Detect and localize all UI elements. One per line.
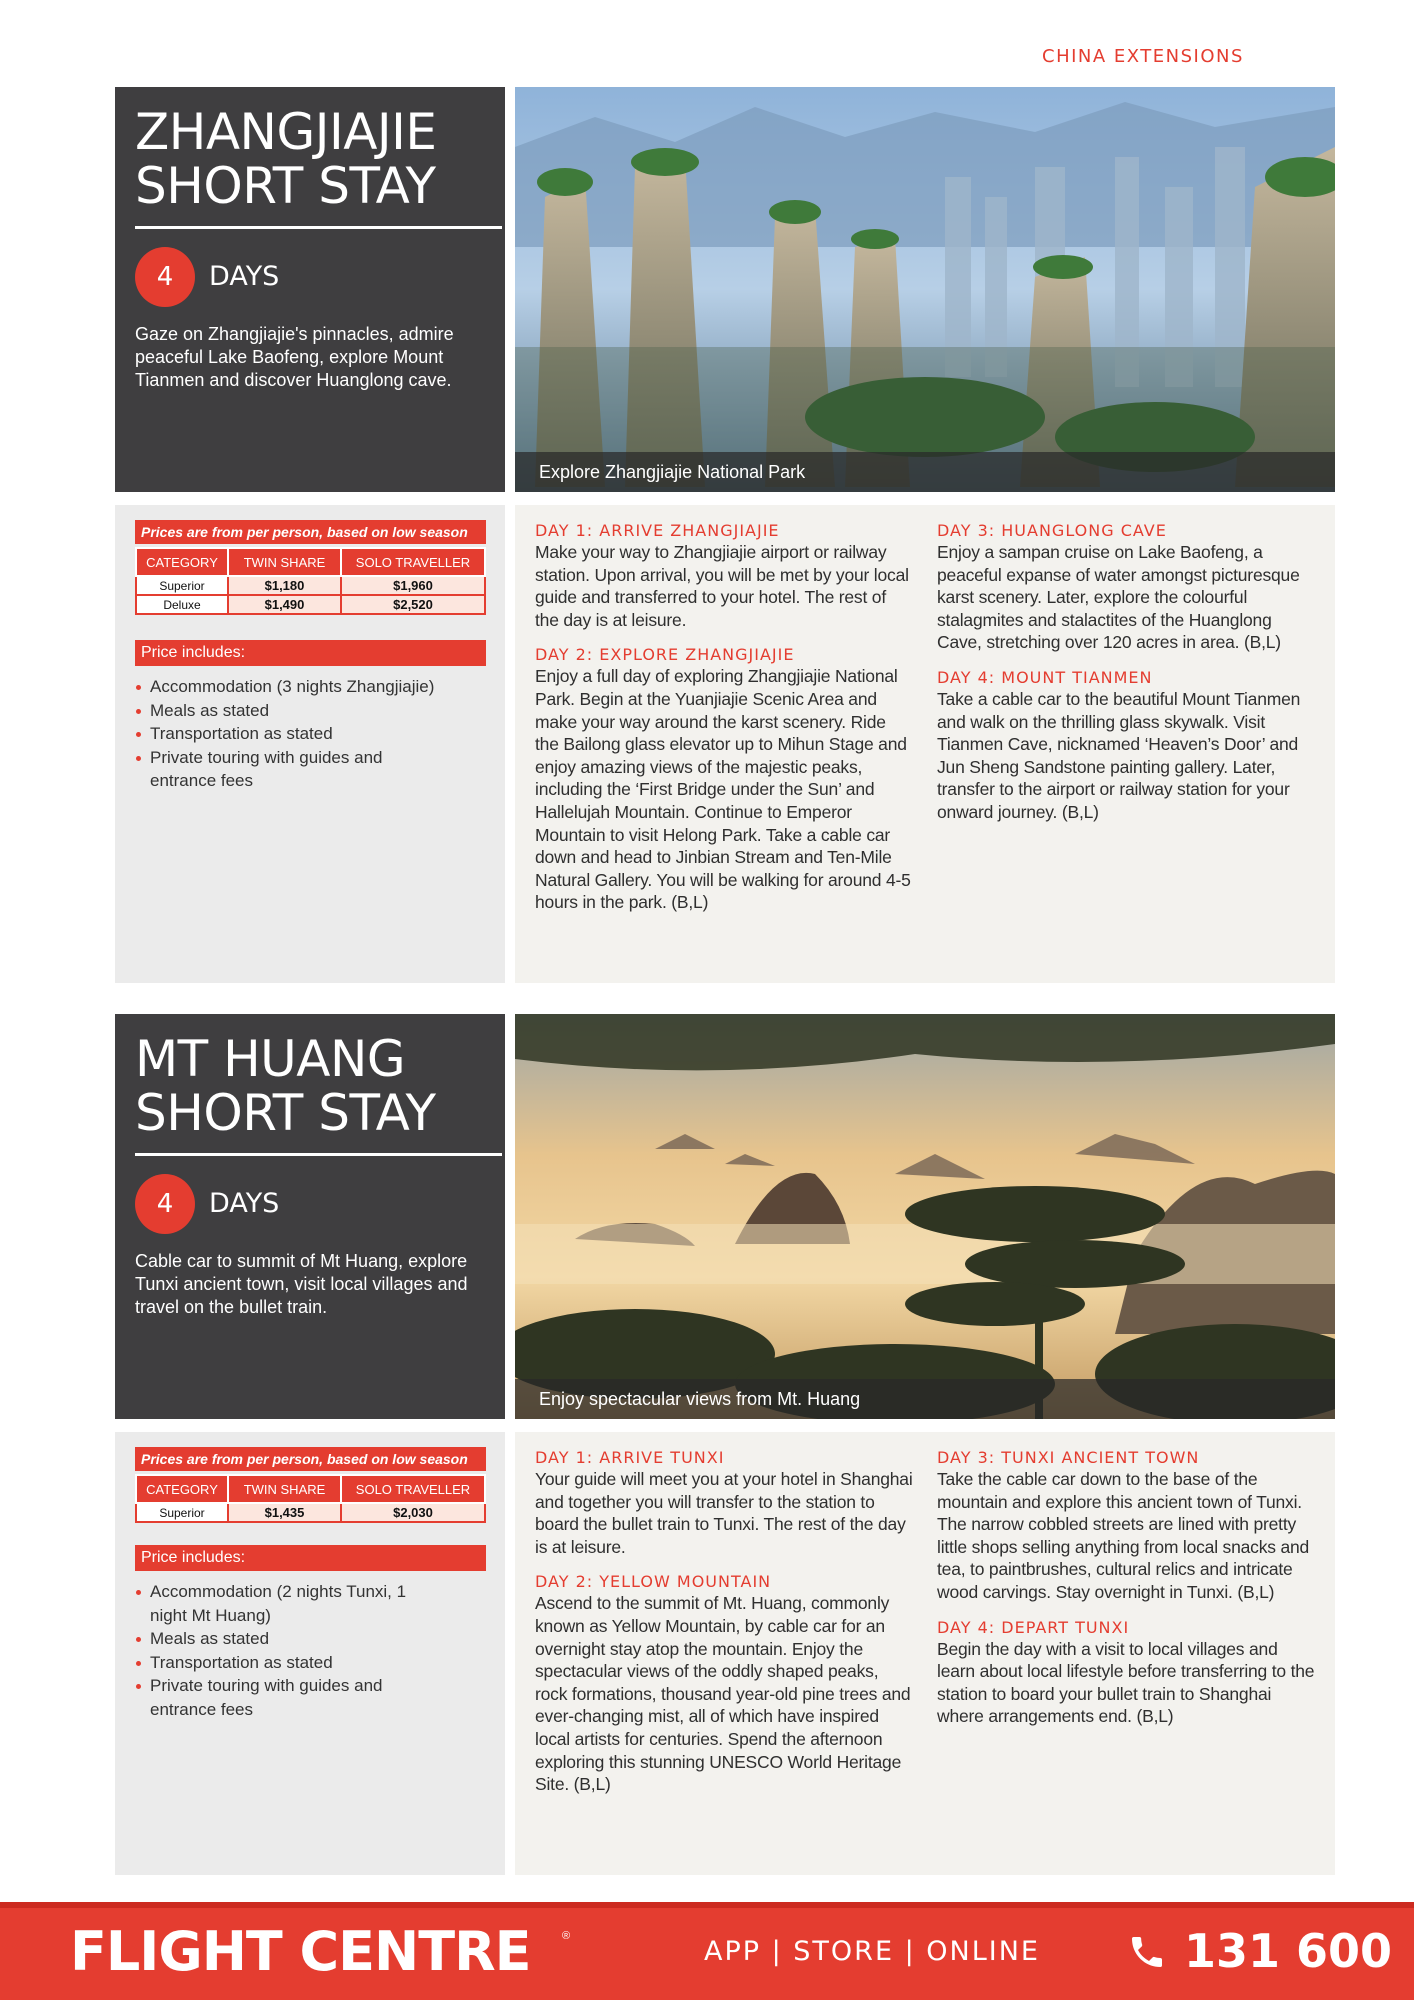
price-table (135, 547, 486, 615)
tour-title-line2: SHORT STAY (135, 1084, 436, 1142)
itinerary-panel (515, 1432, 1335, 1875)
section-label: CHINA EXTENSIONS (1042, 46, 1244, 67)
tour-photo (515, 87, 1335, 492)
day-text: Your guide will meet you at your hotel in Shanghai and together you will transfer to the station to board the bullet train to Tunxi. The rest of the day is at leisure. (535, 1469, 913, 1557)
includes-list (135, 1580, 486, 1721)
column-header: CATEGORY (136, 548, 228, 576)
price-twin: $1,490 (228, 595, 341, 614)
day-title: DAY 1: ARRIVE TUNXI (535, 1448, 725, 1467)
price-twin: $1,180 (228, 576, 341, 595)
day-text: Enjoy a sampan cruise on Lake Baofeng, a peaceful expanse of water amongst picturesque karst scenery. Later, explore the colourful stalagmites and stalactites of the Huanglong Cave, stretching over 120 acres in area. (B,L) (937, 542, 1300, 653)
days-badge: 4 (135, 247, 195, 307)
itinerary-column-left (535, 521, 913, 928)
pricing-panel (115, 505, 505, 983)
table-row (136, 1503, 485, 1522)
photo-caption: Explore Zhangjiajie National Park (515, 452, 1335, 492)
phone-number[interactable]: 131 600 (1184, 1924, 1393, 1978)
tour-title-line2: SHORT STAY (135, 157, 436, 215)
itinerary-column-right (937, 521, 1315, 838)
list-item: Transportation as stated (135, 1651, 486, 1675)
list-item: Meals as stated (135, 699, 486, 723)
itinerary-column-left (535, 1448, 913, 1810)
list-item: Accommodation (2 nights Tunxi, 1 night Mt Huang) (135, 1580, 415, 1627)
title-divider (135, 1153, 502, 1156)
price-table (135, 1474, 486, 1523)
tour-title-line1: MT HUANG (135, 1030, 406, 1088)
karst-pillars-image (515, 87, 1335, 492)
price-twin: $1,435 (228, 1503, 341, 1522)
hero-panel (115, 1014, 505, 1419)
column-header: SOLO TRAVELLER (341, 1475, 485, 1503)
includes-heading: Price includes: (135, 640, 486, 666)
phone-icon (1127, 1932, 1167, 1972)
column-header: SOLO TRAVELLER (341, 548, 485, 576)
day-title: DAY 2: EXPLORE ZHANGJIAJIE (535, 645, 795, 665)
mountain-sunrise-image (515, 1014, 1335, 1419)
list-item: Meals as stated (135, 1627, 486, 1651)
tour-title (135, 1032, 495, 1140)
list-item: Private touring with guides and entrance fees (135, 746, 415, 793)
day-title: DAY 2: YELLOW MOUNTAIN (535, 1572, 772, 1592)
itinerary-panel (515, 505, 1335, 983)
price-heading: Prices are from per person, based on low season (135, 520, 486, 544)
list-item: Accommodation (3 nights Zhangjiajie) (135, 675, 486, 699)
tour-title-line1: ZHANGJIAJIE (135, 103, 437, 161)
includes-heading: Price includes: (135, 1545, 486, 1571)
day-text: Make your way to Zhangjiajie airport or railway station. Upon arrival, you will be met by your local guide and transferred to your hotel. The rest of the day is at leisure. (535, 542, 909, 630)
day-text: Enjoy a full day of exploring Zhangjiajie National Park. Begin at the Yuanjiajie Scenic Area and make your way around the karst scenery. Ride the Bailong glass elevator up to Mihun Stage and enjoy amazing views of the majestic peaks, including the ‘First Bridge under the Sun’ and Hallelujah Mountain. Continue to Emperor Mountain to visit Helong Park. Take a cable car down and head to Jinbian Stream and Ten-Mile Natural Gallery. You will be walking for around 4-5 hours in the park. (B,L) (535, 666, 911, 913)
footer-banner (0, 1902, 1414, 2000)
price-category: Superior (136, 576, 228, 595)
tour-photo (515, 1014, 1335, 1419)
table-row (136, 595, 485, 614)
days-label: DAYS (209, 1188, 280, 1219)
price-solo: $1,960 (341, 576, 485, 595)
day-text: Ascend to the summit of Mt. Huang, commonly known as Yellow Mountain, by cable car for an overnight stay atop the mountain. Enjoy the spectacular views of the oddly shaped peaks, rock formations, thousand year-old pine trees and ever-changing mist, all of which have inspired local artists for centuries. Spend the afternoon exploring this stunning UNESCO World Heritage Site. (B,L) (535, 1593, 911, 1795)
day-text: Take a cable car to the beautiful Mount Tianmen and walk on the thrilling glass skywalk. Visit Tianmen Cave, nicknamed ‘Heaven’s Door’ and Jun Sheng Sandstone painting gallery. Later, transfer to the airport or railway station for your onward journey. (B,L) (937, 688, 1301, 822)
column-header: TWIN SHARE (228, 1475, 341, 1503)
list-item: Transportation as stated (135, 722, 486, 746)
tour-description: Cable car to summit of Mt Huang, explore Tunxi ancient town, visit local villages and travel on the bullet train. (135, 1251, 468, 1317)
day-title: DAY 1: ARRIVE ZHANGJIAJIE (535, 521, 780, 540)
days-badge: 4 (135, 1174, 195, 1234)
price-category: Superior (136, 1503, 228, 1522)
price-solo: $2,520 (341, 595, 485, 614)
itinerary-column-right (937, 1448, 1315, 1742)
photo-caption: Enjoy spectacular views from Mt. Huang (515, 1379, 1335, 1419)
days-label: DAYS (209, 261, 280, 292)
day-title: DAY 4: MOUNT TIANMEN (937, 667, 1153, 687)
includes-list (135, 675, 486, 793)
column-header: CATEGORY (136, 1475, 228, 1503)
day-text: Begin the day with a visit to local villages and learn about local lifestyle before transferring to the station to board your bullet train to Shanghai where arrangements end. (B,L) (937, 1638, 1315, 1727)
price-category: Deluxe (136, 595, 228, 614)
pricing-panel (115, 1432, 505, 1875)
registered-mark: ® (562, 1930, 571, 1942)
hero-panel (115, 87, 505, 492)
price-heading: Prices are from per person, based on low season (135, 1447, 486, 1471)
column-header: TWIN SHARE (228, 548, 341, 576)
tour-description: Gaze on Zhangjiajie's pinnacles, admire peaceful Lake Baofeng, explore Mount Tianmen and discover Huanglong cave. (135, 324, 454, 390)
list-item: Private touring with guides and entrance fees (135, 1674, 415, 1721)
day-title: DAY 3: TUNXI ANCIENT TOWN (937, 1448, 1200, 1467)
day-text: Take the cable car down to the base of the mountain and explore this ancient town of Tunxi. The narrow cobbled streets are lined with pretty little shops selling anything from local snacks and tea, to paintbrushes, cultural relics and intricate wood carvings. Stay overnight in Tunxi. (B,L) (937, 1469, 1310, 1602)
price-solo: $2,030 (341, 1503, 485, 1522)
price-table-header (136, 1475, 485, 1503)
table-row (136, 576, 485, 595)
brand-logo: FLIGHT CENTRE (70, 1920, 531, 1983)
booking-channels: APP | STORE | ONLINE (704, 1936, 1040, 1967)
day-title: DAY 4: DEPART TUNXI (937, 1617, 1130, 1637)
price-table-header (136, 548, 485, 576)
title-divider (135, 226, 502, 229)
day-title: DAY 3: HUANGLONG CAVE (937, 521, 1167, 540)
tour-title (135, 105, 495, 213)
